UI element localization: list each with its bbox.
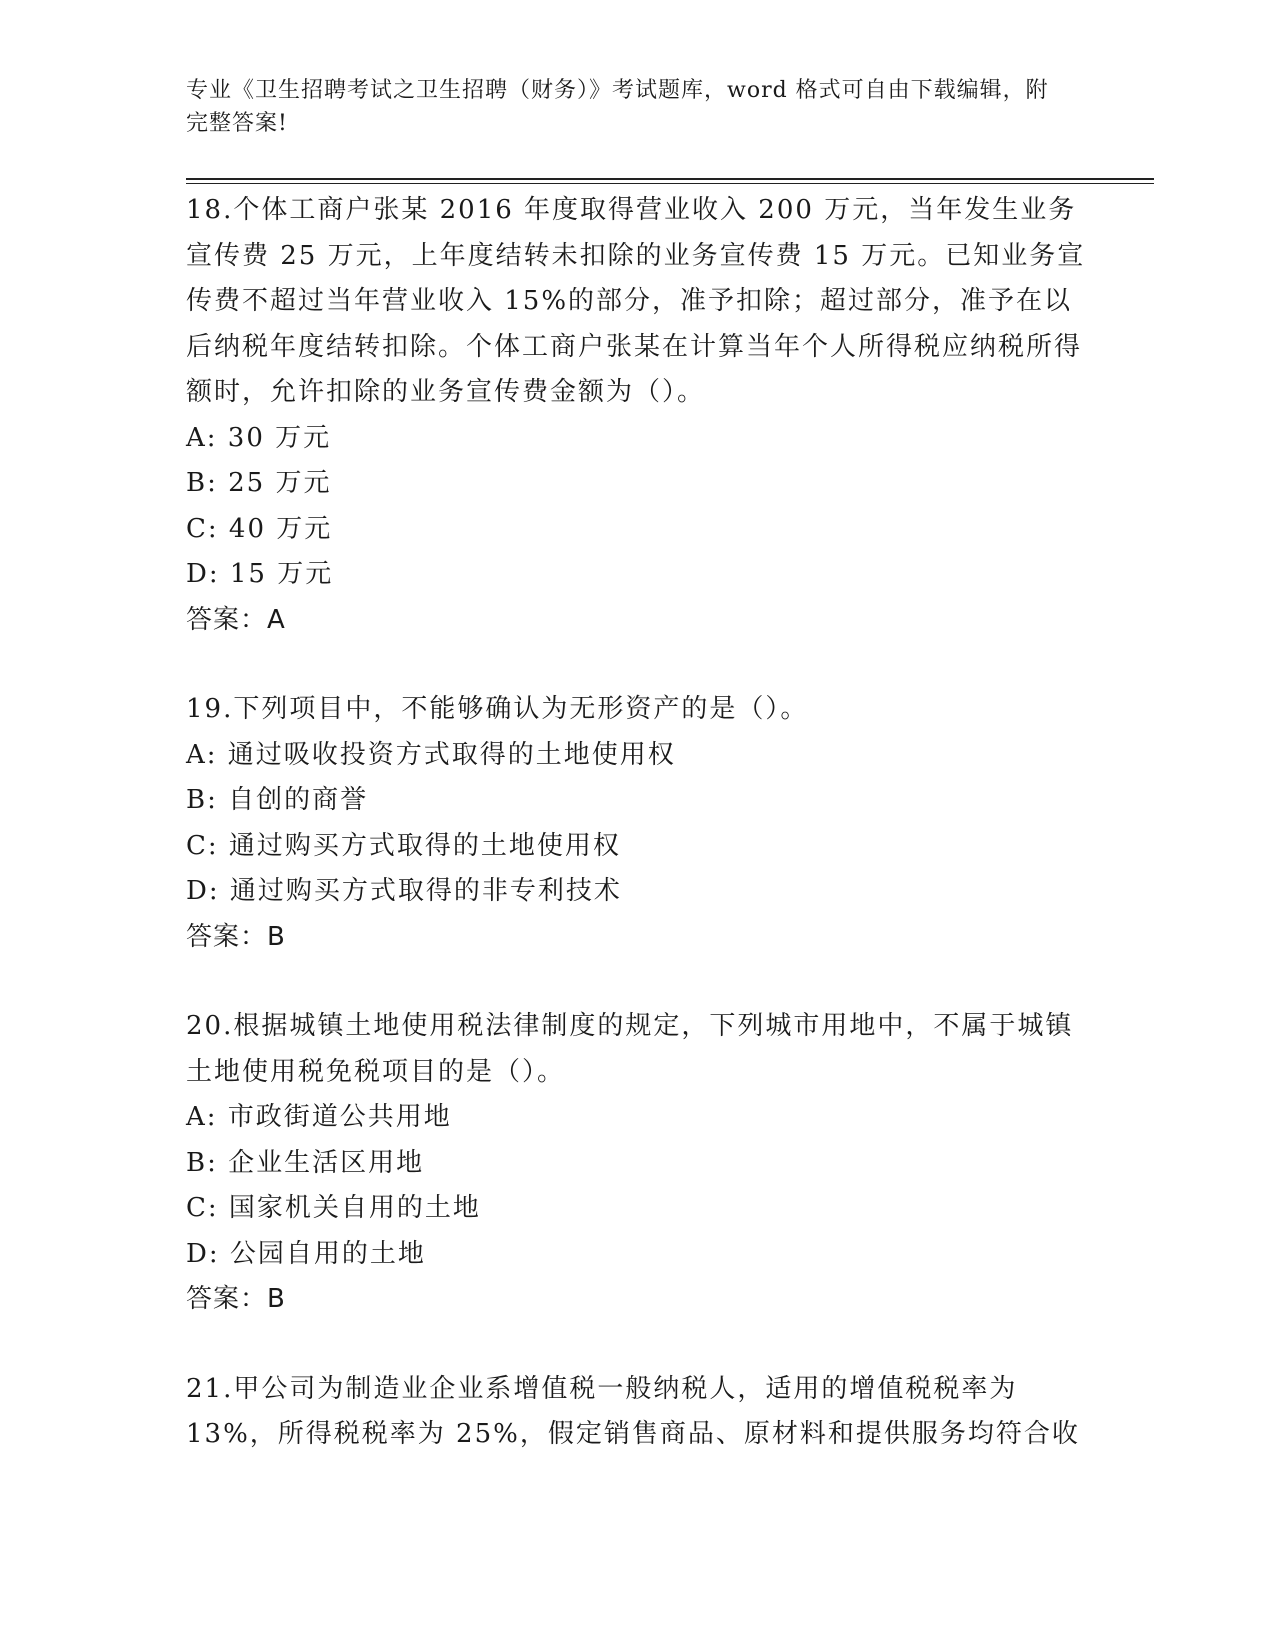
question-stem: 18.个体工商户张某 2016 年度取得营业收入 200 万元，当年发生业务宣传费 25 万元，上年度结转未扣除的业务宣传费 15 万元。已知业务宣传费不超过当年营业收入 15%的部分，准予扣除；超过部分，准予在以后纳税年度结转扣除。个体工商户张某在计算当年个人所得税应纳税所得额时，允许扣除的业务宣传费金额为（）。	[186, 195, 1086, 407]
answer-line: 答案：A	[186, 604, 286, 635]
header-note: 专业《卫生招聘考试之卫生招聘（财务）》考试题库，word 格式可自由下载编辑，附完整答案!	[186, 78, 1049, 136]
question-18	[186, 188, 1086, 643]
option-c: C: 通过购买方式取得的土地使用权	[186, 830, 621, 861]
option-b: B: 25 万元	[186, 468, 332, 498]
header-divider-thick	[186, 178, 1154, 180]
option-c: C: 40 万元	[186, 513, 333, 544]
answer-line: 答案：B	[186, 1284, 286, 1314]
question-list	[186, 188, 1086, 1502]
option-d: D: 15 万元	[186, 559, 334, 589]
option-a: A: 市政街道公共用地	[186, 1102, 452, 1132]
option-b: B: 自创的商誉	[186, 785, 369, 815]
option-a: A: 通过吸收投资方式取得的土地使用权	[186, 739, 676, 770]
answer-line: 答案：B	[186, 921, 286, 952]
question-19	[186, 687, 1086, 960]
option-c: C: 国家机关自用的土地	[186, 1193, 481, 1223]
question-21	[186, 1367, 1086, 1458]
option-d: D: 公园自用的土地	[186, 1238, 426, 1269]
option-d: D: 通过购买方式取得的非专利技术	[186, 876, 622, 906]
question-20	[186, 1004, 1086, 1323]
question-stem: 20.根据城镇土地使用税法律制度的规定，下列城市用地中，不属于城镇土地使用税免税项目的是（）。	[186, 1011, 1074, 1087]
option-b: B: 企业生活区用地	[186, 1147, 425, 1178]
question-stem: 19.下列项目中，不能够确认为无形资产的是（）。	[186, 694, 809, 724]
header-divider-thin	[186, 183, 1154, 184]
option-a: A: 30 万元	[186, 422, 332, 453]
question-stem: 21.甲公司为制造业企业系增值税一般纳税人，适用的增值税税率为 13%，所得税税率为 25%，假定销售商品、原材料和提供服务均符合收	[186, 1373, 1080, 1449]
